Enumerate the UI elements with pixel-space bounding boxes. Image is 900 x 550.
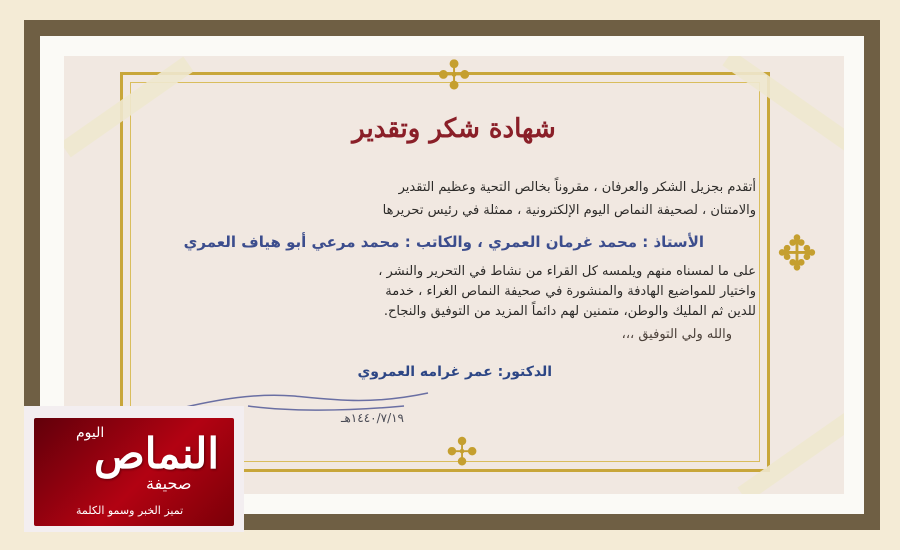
newspaper-logo [24, 406, 244, 532]
paragraph-1-line-2: والامتنان ، لصحيفة النماص اليوم الإلكترونية ، ممثلة في رئيس تحريرها [382, 203, 756, 218]
logo-newspaper-label: صحيفة [146, 474, 192, 493]
paragraph-2-line-3: للدين ثم المليك والوطن، متمنين لهم دائماً المزيد من التوفيق والنجاح. [383, 304, 756, 319]
logo-today-label: اليوم [76, 425, 105, 441]
signature-name: الدكتور: عمر غرامه العمروي [357, 364, 552, 380]
bottom-knot-icon: ✣ [446, 430, 478, 474]
logo-brand-name: النماص [94, 429, 219, 478]
paragraph-2-line-2: واختيار للمواضيع الهادفة والمنشورة في صحيفة النماص الغراء ، خدمة [385, 284, 756, 299]
closing-phrase: والله ولي التوفيق ،،، [621, 327, 732, 342]
recipient-names: الأستاذ : محمد غرمان العمري ، والكاتب : محمد مرعي أبو هياف العمري [183, 233, 704, 251]
certificate-date: ١٤٤٠/٧/١٩هـ [340, 411, 404, 425]
paragraph-2-line-1: على ما لمسناه منهم ويلمسه كل القراء من نشاط في التحرير والنشر ، [378, 264, 756, 279]
right-knot-icon: ✥ [776, 226, 818, 282]
logo-tagline: تميز الخبر وسمو الكلمة [76, 504, 184, 517]
top-knot-icon: ✣ [437, 56, 471, 99]
paragraph-1-line-1: أتقدم بجزيل الشكر والعرفان ، مقروناً بخالص التحية وعظيم التقدير [398, 180, 756, 195]
certificate-title: شهادة شكر وتقدير [352, 114, 556, 144]
